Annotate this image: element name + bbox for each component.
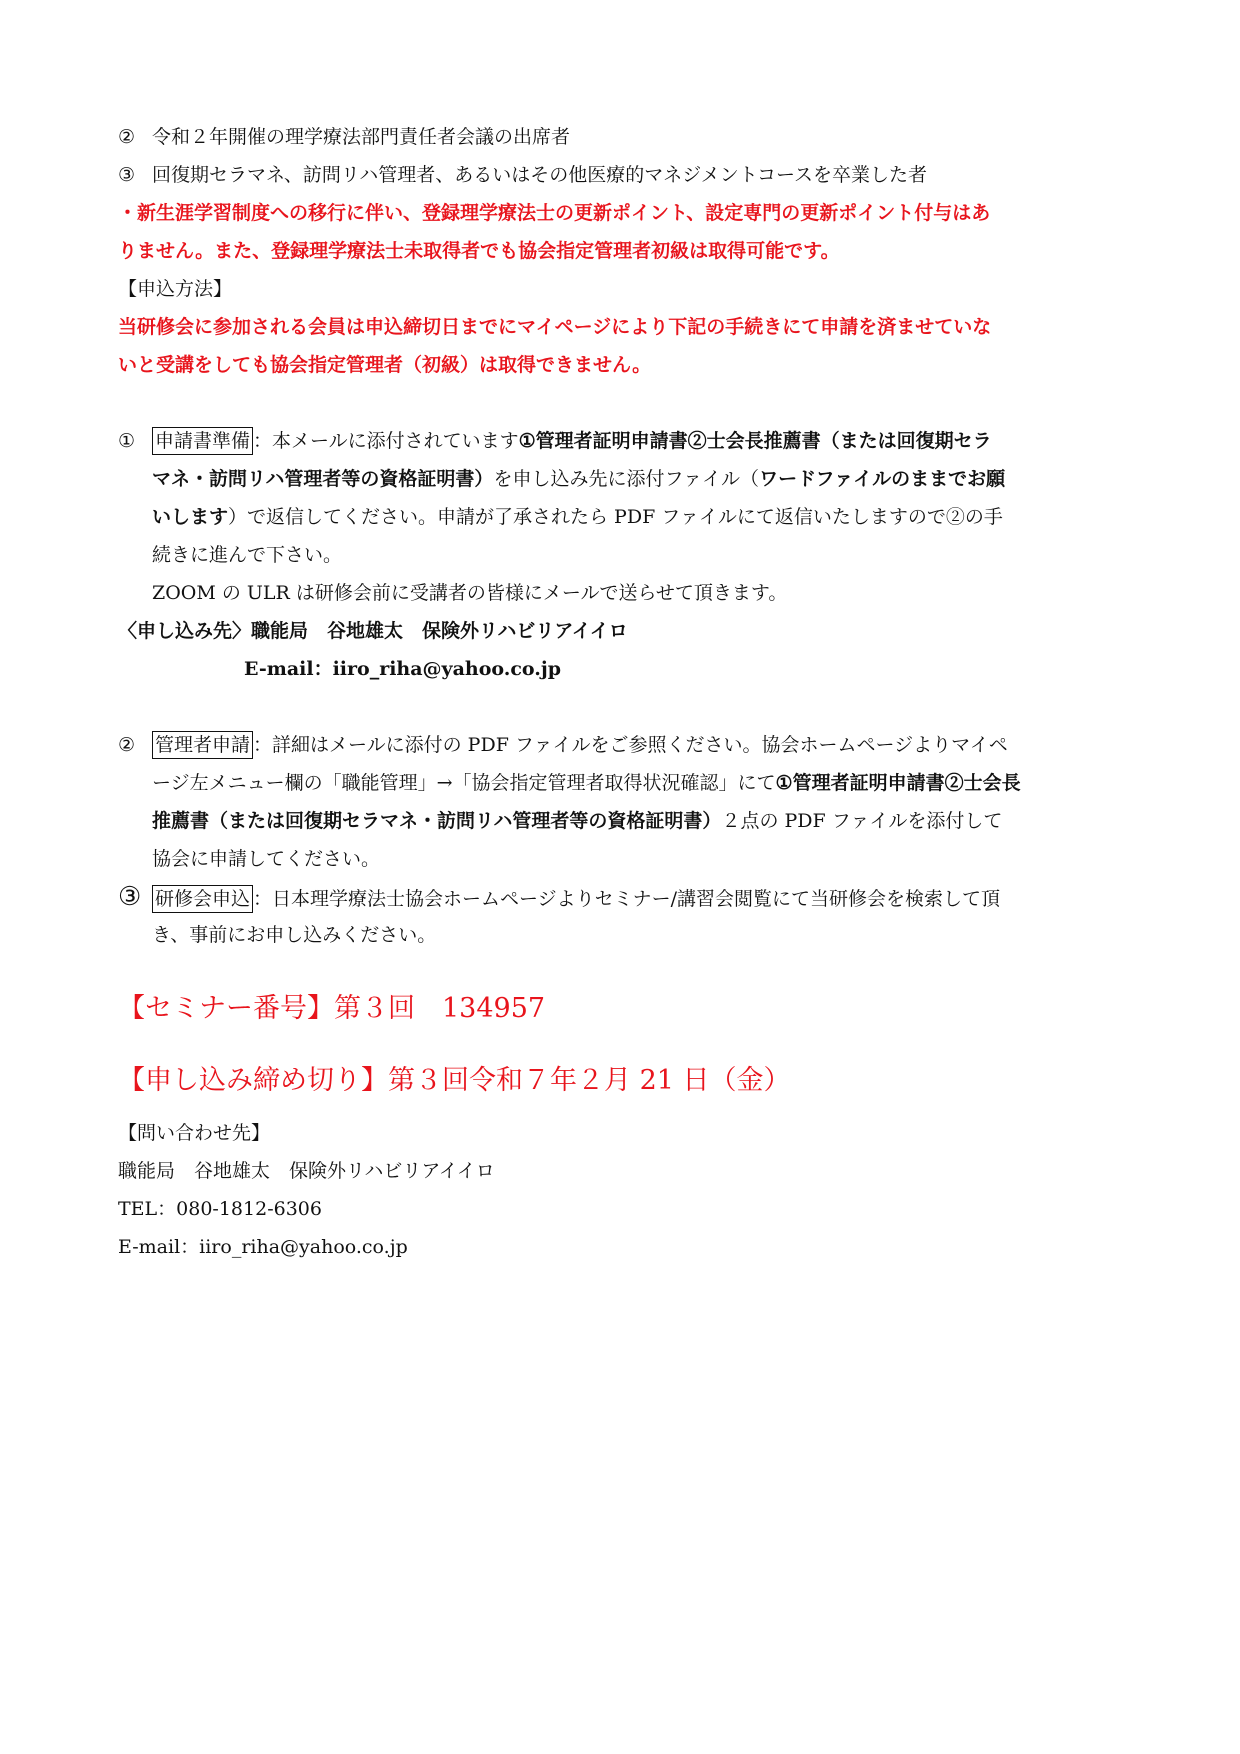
step2-line-4: 協会に申請してください。 bbox=[152, 848, 381, 870]
step3-line-1 bbox=[118, 878, 1138, 916]
step3-label: 研修会申込 bbox=[152, 885, 253, 913]
step2-text: ：詳細はメールに添付の PDF ファイルをご参照ください。協会ホームページよりマイペ bbox=[253, 734, 1008, 756]
document-page bbox=[118, 118, 1138, 1266]
step1-bold-text: ワードファイルのままでお願 bbox=[759, 468, 1006, 490]
eligibility-item-3 bbox=[118, 156, 1138, 194]
step3-text: ：日本理学療法士協会ホームページよりセミナー/講習会閲覧にて当研修会を検索して頂 bbox=[253, 888, 1001, 910]
step1-bold-text: いします bbox=[152, 506, 229, 528]
step2-bold-text: ①管理者証明申請書②士会長 bbox=[775, 772, 1021, 794]
list-marker: ③ bbox=[118, 164, 136, 186]
step1-text: ）で返信してください。申請が了承されたら PDF ファイルにて返信いたしますので②の手 bbox=[228, 506, 1003, 528]
seminar-number-label: 【セミナー番号】 bbox=[118, 993, 334, 1024]
inquiry-tel: TEL：080-1812-6306 bbox=[118, 1198, 322, 1220]
step1-line-2 bbox=[118, 460, 1138, 498]
step1-bold-text: ①管理者証明申請書②士会長推薦書（または回復期セラ bbox=[518, 430, 992, 452]
seminar-number bbox=[118, 984, 1138, 1034]
step2-line-2 bbox=[118, 764, 1138, 802]
step1-label: 申請書準備 bbox=[152, 427, 253, 455]
step2-line-3 bbox=[118, 802, 1138, 840]
deadline-value: 第３回令和７年２月 21 日（金） bbox=[388, 1065, 791, 1096]
step1-line-4: 続きに進んで下さい。 bbox=[152, 544, 343, 566]
step1-bold-text: マネ・訪問リハ管理者等の資格証明書） bbox=[152, 468, 494, 490]
inquiry-org: 職能局 谷地雄太 保険外リハビリアイイロ bbox=[118, 1160, 495, 1182]
inquiry-email: E-mail：iiro_riha@yahoo.co.jp bbox=[118, 1236, 408, 1258]
deadline-label: 【申し込み締め切り】 bbox=[118, 1065, 388, 1096]
list-item-text: 令和２年開催の理学療法部門責任者会議の出席者 bbox=[152, 126, 571, 148]
step1-line-5: ZOOM の ULR は研修会前に受講者の皆様にメールで送らせて頂きます。 bbox=[152, 582, 788, 604]
step3-line-2: き、事前にお申し込みください。 bbox=[152, 924, 437, 946]
step1-contact: 〈申し込み先〉職能局 谷地雄太 保険外リハビリアイイロ bbox=[118, 620, 628, 642]
list-item-text: 回復期セラマネ、訪問リハ管理者、あるいはその他医療的マネジメントコースを卒業した者 bbox=[152, 164, 928, 186]
step1-line-3 bbox=[118, 498, 1138, 536]
step1-text: ：本メールに添付されています bbox=[253, 430, 519, 452]
notice-line-1: ・新生涯学習制度への移行に伴い、登録理学療法士の更新ポイント、設定専門の更新ポイント付与はあ bbox=[118, 202, 991, 224]
step2-text: ージ左メニュー欄の「職能管理」→「協会指定管理者取得状況確認」にて bbox=[152, 772, 776, 794]
inquiry-heading: 【問い合わせ先】 bbox=[118, 1122, 271, 1144]
list-marker: ② bbox=[118, 126, 136, 148]
step2-text: ２点の PDF ファイルを添付して bbox=[721, 810, 1003, 832]
step2-bold-text: 推薦書（または回復期セラマネ・訪問リハ管理者等の資格証明書） bbox=[152, 810, 722, 832]
apply-method-heading: 【申込方法】 bbox=[118, 278, 233, 300]
step2-line-1 bbox=[118, 726, 1138, 764]
apply-warning-line-1: 当研修会に参加される会員は申込締切日までにマイページにより下記の手続きにて申請を済ませていな bbox=[118, 316, 992, 338]
step1-line-1 bbox=[118, 422, 1138, 460]
step1-contact-email: E-mail：iiro_riha@yahoo.co.jp bbox=[244, 658, 562, 680]
step-marker: ② bbox=[118, 734, 136, 756]
step2-label: 管理者申請 bbox=[152, 731, 253, 759]
seminar-number-value: 第３回 134957 bbox=[334, 993, 546, 1024]
notice-line-2: りません。また、登録理学療法士未取得者でも協会指定管理者初級は取得可能です。 bbox=[118, 240, 840, 262]
step-marker: ③ bbox=[118, 882, 142, 912]
apply-warning-line-2: いと受講をしても協会指定管理者（初級）は取得できません。 bbox=[118, 354, 652, 376]
step-marker: ① bbox=[118, 430, 136, 452]
application-deadline bbox=[118, 1056, 1138, 1106]
step1-text: を申し込み先に添付ファイル（ bbox=[493, 468, 760, 490]
eligibility-item-2 bbox=[118, 118, 1138, 156]
